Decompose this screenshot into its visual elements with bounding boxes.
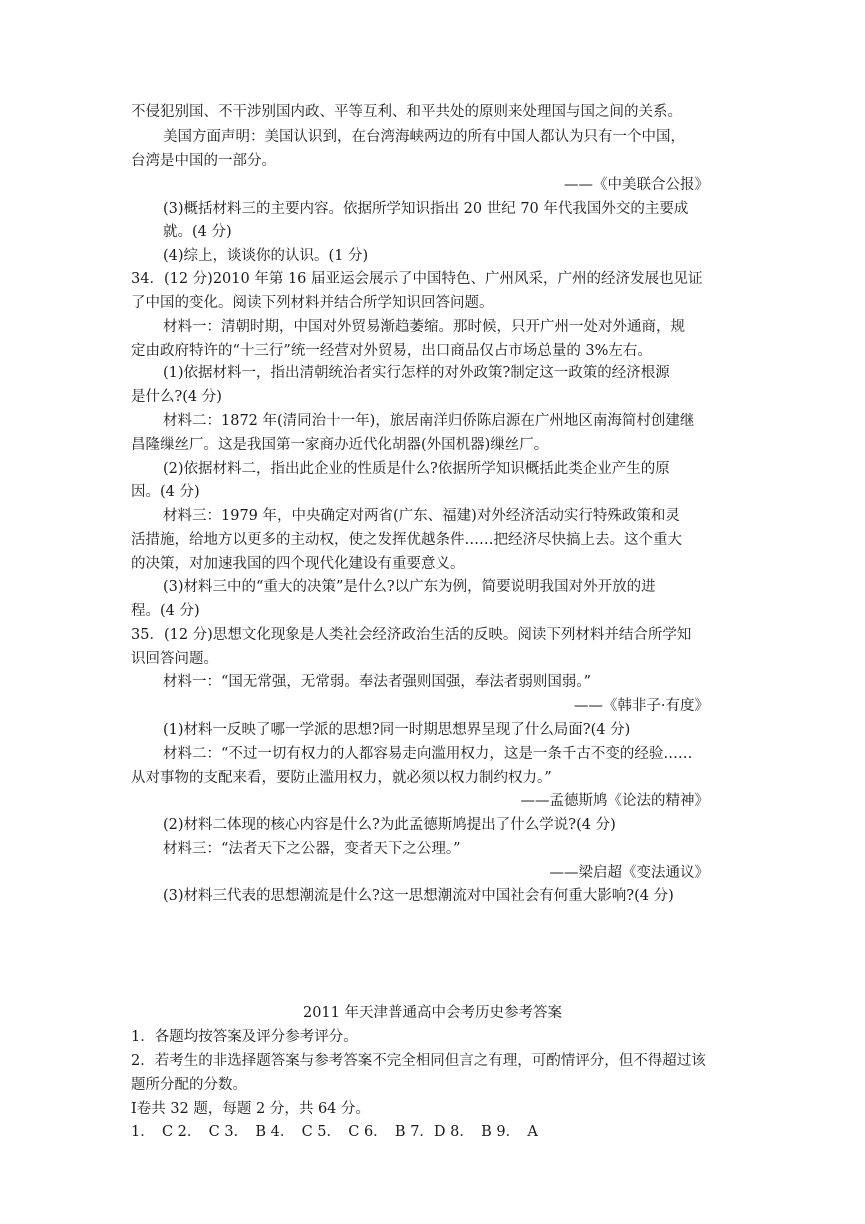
- text-line: (4)综上，谈谈你的认识。(1 分): [163, 248, 369, 264]
- text-line: 的决策，对加速我国的四个现代化建设有重要意义。: [131, 556, 465, 572]
- sub-question: (2)依据材料二，指出此企业的性质是什么?依据所学知识概括此类企业产生的原: [163, 461, 670, 477]
- citation: ——孟德斯鸠《论法的精神》: [520, 793, 709, 809]
- text-line: 题所分配的分数。: [131, 1077, 247, 1093]
- text-line: 美国方面声明：美国认识到，在台湾海峡两边的所有中国人都认为只有一个中国，: [163, 129, 685, 145]
- answers-section-header: Ⅰ卷共 32 题，每题 2 分，共 64 分。: [131, 1101, 371, 1117]
- text-line: 从对事物的支配来看，要防止滥用权力，就必须以权力制约权力。”: [131, 770, 552, 786]
- citation: ——《中美联合公报》: [564, 177, 709, 193]
- text-line: 定由政府特许的“十三行”统一经营对外贸易，出口商品仅占市场总量的 3%左右。: [131, 343, 652, 359]
- citation: ——《韩非子·有度》: [573, 698, 709, 714]
- text-line: 识回答问题。: [131, 651, 218, 667]
- text-line: 因。(4 分): [131, 484, 200, 500]
- material-three: 材料三：1979 年，中央确定对两省(广东、福建)对外经济活动实行特殊政策和灵: [163, 508, 680, 524]
- text-line: 活措施，给地方以更多的主动权，使之发挥优越条件……把经济尽快搞上去。这个重大: [131, 532, 682, 548]
- sub-question: (1)材料一反映了哪一学派的思想?同一时期思想界呈现了什么局面?(4 分): [163, 722, 631, 738]
- text-line: 就。(4 分): [163, 224, 232, 240]
- material-three: 材料三：“法者天下之公器，变者天下之公理。”: [163, 841, 461, 857]
- text-line: 台湾是中国的一部分。: [131, 153, 276, 169]
- citation: ——梁启超《变法通议》: [549, 865, 709, 881]
- question-34-stem: 34．(12 分)2010 年第 16 届亚运会展示了中国特色、广州风采，广州的经济发展也见证: [131, 271, 703, 287]
- sub-question: (3)材料三代表的思想潮流是什么?这一思想潮流对中国社会有何重大影响?(4 分): [163, 888, 674, 904]
- question-35-stem: 35．(12 分)思想文化现象是人类社会经济政治生活的反映。阅读下列材料并结合所学知: [131, 627, 692, 643]
- answers-key-line: 1． C 2． C 3． B 4． C 5． C 6． B 7．D 8． B 9． A: [131, 1124, 538, 1140]
- text-line: 不侵犯别国、不干涉别国内政、平等互利、和平共处的原则来处理国与国之间的关系。: [131, 104, 682, 120]
- answers-note: 2．若考生的非选择题答案与参考答案不完全相同但言之有理，可酌情评分，但不得超过该: [131, 1053, 706, 1069]
- text-line: 昌隆缫丝厂。这是我国第一家商办近代化胡器(外国机器)缫丝厂。: [131, 437, 549, 453]
- sub-question: (1)依据材料一，指出清朝统治者实行怎样的对外政策?制定这一政策的经济根源: [163, 365, 670, 381]
- answers-title: 2011 年天津普通高中会考历史参考答案: [302, 1005, 562, 1021]
- text-line: 程。(4 分): [131, 603, 200, 619]
- sub-question: (3)材料三中的“重大的决策”是什么?以广东为例，简要说明我国对外开放的进: [163, 579, 656, 595]
- text-line: (3)概括材料三的主要内容。依据所学知识指出 20 世纪 70 年代我国外交的主要成: [163, 201, 689, 217]
- material-two: 材料二：“不过一切有权力的人都容易走向滥用权力，这是一条千古不变的经验……: [163, 746, 693, 762]
- text-line: 了中国的变化。阅读下列材料并结合所学知识回答问题。: [131, 295, 494, 311]
- answers-note: 1．各题均按答案及评分参考评分。: [131, 1029, 358, 1045]
- material-two: 材料二：1872 年(清同治十一年)，旅居南洋归侨陈启源在广州地区南海简村创建继: [163, 413, 695, 429]
- material-one: 材料一：清朝时期，中国对外贸易渐趋萎缩。那时候，只开广州一处对外通商，规: [163, 319, 685, 335]
- material-one: 材料一：“国无常强，无常弱。奉法者强则国强，奉法者弱则国弱。”: [163, 674, 592, 690]
- text-line: 是什么?(4 分): [131, 389, 222, 405]
- sub-question: (2)材料二体现的核心内容是什么?为此孟德斯鸠提出了什么学说?(4 分): [163, 817, 616, 833]
